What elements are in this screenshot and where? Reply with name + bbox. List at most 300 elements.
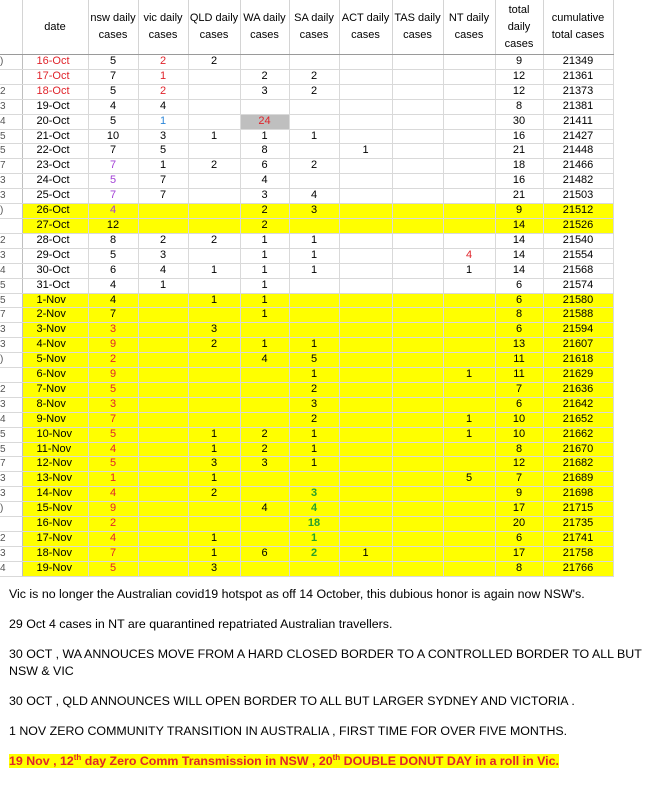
cell-nt[interactable]	[443, 561, 495, 576]
cell-date[interactable]: 22-Oct	[22, 144, 88, 159]
cell-date[interactable]: 29-Oct	[22, 248, 88, 263]
cell-wa[interactable]: 4	[240, 502, 289, 517]
cell-qld[interactable]: 1	[188, 472, 240, 487]
cell-nsw[interactable]: 2	[88, 353, 138, 368]
cell-nsw[interactable]: 2	[88, 517, 138, 532]
cell-tas[interactable]	[392, 204, 443, 219]
cell-wa[interactable]	[240, 382, 289, 397]
cell-act[interactable]: 1	[339, 144, 392, 159]
cell-wa[interactable]	[240, 323, 289, 338]
cell-wa[interactable]: 2	[240, 204, 289, 219]
cell-nt[interactable]	[443, 129, 495, 144]
cell-tas[interactable]	[392, 338, 443, 353]
cell-vic[interactable]	[138, 323, 188, 338]
cell-wa[interactable]: 2	[240, 69, 289, 84]
cell-date[interactable]: 21-Oct	[22, 129, 88, 144]
cell-total[interactable]: 6	[495, 397, 543, 412]
cell-nt[interactable]	[443, 338, 495, 353]
cell-tas[interactable]	[392, 368, 443, 383]
cell-total[interactable]: 12	[495, 69, 543, 84]
cell-wa[interactable]: 1	[240, 338, 289, 353]
cell-qld[interactable]	[188, 99, 240, 114]
cell-qld[interactable]	[188, 174, 240, 189]
cell-total[interactable]: 21	[495, 144, 543, 159]
cell-date[interactable]: 25-Oct	[22, 189, 88, 204]
cell-nt[interactable]: 4	[443, 248, 495, 263]
cell-total[interactable]: 13	[495, 338, 543, 353]
cell-tas[interactable]	[392, 472, 443, 487]
cell-qld[interactable]: 2	[188, 338, 240, 353]
cell-vic[interactable]: 5	[138, 144, 188, 159]
cell-wa[interactable]: 4	[240, 174, 289, 189]
cell-sa[interactable]	[289, 114, 339, 129]
cell-wa[interactable]: 1	[240, 233, 289, 248]
cell-total[interactable]: 10	[495, 427, 543, 442]
cell-tas[interactable]	[392, 427, 443, 442]
cell-vic[interactable]	[138, 293, 188, 308]
cell-wa[interactable]	[240, 487, 289, 502]
cell-sa[interactable]: 1	[289, 129, 339, 144]
cell-nsw[interactable]: 9	[88, 368, 138, 383]
cell-nsw[interactable]: 5	[88, 55, 138, 70]
cell-nt[interactable]	[443, 353, 495, 368]
cell-tas[interactable]	[392, 69, 443, 84]
row-number-stub[interactable]: )	[0, 55, 22, 70]
cell-act[interactable]	[339, 263, 392, 278]
row-number-stub[interactable]: 7	[0, 457, 22, 472]
cell-cum[interactable]: 21652	[543, 412, 613, 427]
row-number-stub[interactable]: 3	[0, 487, 22, 502]
cell-sa[interactable]	[289, 278, 339, 293]
cell-vic[interactable]: 1	[138, 69, 188, 84]
cell-nsw[interactable]: 4	[88, 442, 138, 457]
cell-act[interactable]	[339, 308, 392, 323]
cell-nsw[interactable]: 7	[88, 412, 138, 427]
cell-nt[interactable]: 1	[443, 427, 495, 442]
cell-cum[interactable]: 21594	[543, 323, 613, 338]
cell-nsw[interactable]: 4	[88, 204, 138, 219]
cell-nt[interactable]	[443, 502, 495, 517]
row-number-stub[interactable]: )	[0, 204, 22, 219]
cell-act[interactable]	[339, 412, 392, 427]
cell-total[interactable]: 12	[495, 457, 543, 472]
cell-vic[interactable]	[138, 561, 188, 576]
cell-nt[interactable]: 1	[443, 263, 495, 278]
row-number-stub[interactable]: 2	[0, 382, 22, 397]
cell-sa[interactable]: 1	[289, 427, 339, 442]
row-number-stub[interactable]: 5	[0, 293, 22, 308]
cell-sa[interactable]: 1	[289, 248, 339, 263]
cell-wa[interactable]: 1	[240, 278, 289, 293]
cell-vic[interactable]: 4	[138, 99, 188, 114]
cell-sa[interactable]	[289, 174, 339, 189]
row-number-stub[interactable]	[0, 218, 22, 233]
cell-nsw[interactable]: 8	[88, 233, 138, 248]
cell-nsw[interactable]: 5	[88, 382, 138, 397]
row-number-stub[interactable]	[0, 69, 22, 84]
cell-act[interactable]	[339, 442, 392, 457]
cell-sa[interactable]	[289, 55, 339, 70]
cell-cum[interactable]: 21636	[543, 382, 613, 397]
cell-cum[interactable]: 21580	[543, 293, 613, 308]
cell-cum[interactable]: 21448	[543, 144, 613, 159]
cell-date[interactable]: 1-Nov	[22, 293, 88, 308]
cell-total[interactable]: 9	[495, 204, 543, 219]
cell-wa[interactable]	[240, 412, 289, 427]
cell-wa[interactable]	[240, 517, 289, 532]
cell-qld[interactable]	[188, 517, 240, 532]
cell-tas[interactable]	[392, 278, 443, 293]
cell-qld[interactable]: 2	[188, 233, 240, 248]
cell-vic[interactable]	[138, 308, 188, 323]
cell-sa[interactable]	[289, 144, 339, 159]
col-header-nt[interactable]: NT daily cases	[443, 0, 495, 55]
cell-vic[interactable]: 2	[138, 55, 188, 70]
cell-total[interactable]: 11	[495, 368, 543, 383]
cell-nt[interactable]	[443, 159, 495, 174]
cell-total[interactable]: 16	[495, 174, 543, 189]
cell-sa[interactable]: 3	[289, 397, 339, 412]
col-header-sa[interactable]: SA daily cases	[289, 0, 339, 55]
col-header-cumulative[interactable]: cumulative total cases	[543, 0, 613, 55]
cell-nt[interactable]	[443, 323, 495, 338]
cell-act[interactable]	[339, 353, 392, 368]
cell-tas[interactable]	[392, 293, 443, 308]
cell-wa[interactable]: 1	[240, 308, 289, 323]
cell-nsw[interactable]: 5	[88, 114, 138, 129]
cell-cum[interactable]: 21540	[543, 233, 613, 248]
cell-vic[interactable]: 1	[138, 159, 188, 174]
row-number-stub[interactable]: 2	[0, 84, 22, 99]
cell-vic[interactable]: 2	[138, 233, 188, 248]
cell-sa[interactable]: 2	[289, 382, 339, 397]
cell-tas[interactable]	[392, 561, 443, 576]
cell-act[interactable]	[339, 487, 392, 502]
cell-nsw[interactable]: 5	[88, 84, 138, 99]
row-number-stub[interactable]: 3	[0, 323, 22, 338]
cell-qld[interactable]	[188, 84, 240, 99]
cell-act[interactable]	[339, 368, 392, 383]
row-number-stub[interactable]: 3	[0, 174, 22, 189]
cell-tas[interactable]	[392, 412, 443, 427]
cell-cum[interactable]: 21482	[543, 174, 613, 189]
cell-vic[interactable]: 1	[138, 278, 188, 293]
row-number-stub[interactable]: 4	[0, 263, 22, 278]
row-number-stub[interactable]: 4	[0, 412, 22, 427]
cell-qld[interactable]	[188, 144, 240, 159]
cell-act[interactable]	[339, 69, 392, 84]
row-number-stub[interactable]: 3	[0, 99, 22, 114]
cell-nsw[interactable]: 5	[88, 457, 138, 472]
cell-wa[interactable]	[240, 472, 289, 487]
row-number-stub[interactable]: 3	[0, 248, 22, 263]
cell-nsw[interactable]: 3	[88, 397, 138, 412]
cell-nsw[interactable]: 1	[88, 472, 138, 487]
cell-total[interactable]: 6	[495, 532, 543, 547]
cell-act[interactable]	[339, 248, 392, 263]
cell-act[interactable]	[339, 517, 392, 532]
cell-nsw[interactable]: 7	[88, 159, 138, 174]
cell-nt[interactable]	[443, 546, 495, 561]
cell-nt[interactable]	[443, 397, 495, 412]
cell-nsw[interactable]: 9	[88, 338, 138, 353]
cell-sa[interactable]: 3	[289, 487, 339, 502]
cell-tas[interactable]	[392, 353, 443, 368]
cell-wa[interactable]: 2	[240, 427, 289, 442]
cell-qld[interactable]	[188, 204, 240, 219]
cell-qld[interactable]	[188, 278, 240, 293]
cell-qld[interactable]: 1	[188, 129, 240, 144]
cell-act[interactable]	[339, 159, 392, 174]
cell-vic[interactable]	[138, 427, 188, 442]
cell-sa[interactable]	[289, 472, 339, 487]
cell-nsw[interactable]: 4	[88, 532, 138, 547]
cell-nsw[interactable]: 4	[88, 293, 138, 308]
cell-act[interactable]	[339, 397, 392, 412]
cell-nt[interactable]	[443, 382, 495, 397]
cell-act[interactable]	[339, 218, 392, 233]
cell-date[interactable]: 13-Nov	[22, 472, 88, 487]
row-number-stub[interactable]: 5	[0, 129, 22, 144]
row-number-stub[interactable]: 4	[0, 114, 22, 129]
cell-date[interactable]: 7-Nov	[22, 382, 88, 397]
cell-date[interactable]: 17-Nov	[22, 532, 88, 547]
cell-cum[interactable]: 21698	[543, 487, 613, 502]
row-number-stub[interactable]: 3	[0, 397, 22, 412]
cell-sa[interactable]: 1	[289, 368, 339, 383]
cell-nsw[interactable]: 4	[88, 487, 138, 502]
cell-nsw[interactable]: 7	[88, 546, 138, 561]
row-number-stub[interactable]: )	[0, 353, 22, 368]
cell-sa[interactable]: 1	[289, 532, 339, 547]
cell-act[interactable]	[339, 382, 392, 397]
row-number-stub[interactable]: 4	[0, 561, 22, 576]
cell-nt[interactable]	[443, 457, 495, 472]
cell-date[interactable]: 11-Nov	[22, 442, 88, 457]
cell-cum[interactable]: 21670	[543, 442, 613, 457]
cell-act[interactable]	[339, 502, 392, 517]
cell-sa[interactable]: 2	[289, 69, 339, 84]
cell-vic[interactable]: 3	[138, 248, 188, 263]
cell-cum[interactable]: 21758	[543, 546, 613, 561]
cell-cum[interactable]: 21607	[543, 338, 613, 353]
cell-total[interactable]: 12	[495, 84, 543, 99]
row-number-stub[interactable]	[0, 368, 22, 383]
col-header-date[interactable]: date	[22, 0, 88, 55]
cell-vic[interactable]: 1	[138, 114, 188, 129]
cell-wa[interactable]: 2	[240, 442, 289, 457]
cell-tas[interactable]	[392, 248, 443, 263]
cell-tas[interactable]	[392, 442, 443, 457]
cell-cum[interactable]: 21662	[543, 427, 613, 442]
cell-tas[interactable]	[392, 159, 443, 174]
cell-act[interactable]	[339, 457, 392, 472]
cell-nsw[interactable]: 5	[88, 427, 138, 442]
cell-sa[interactable]: 1	[289, 457, 339, 472]
cell-nsw[interactable]: 5	[88, 248, 138, 263]
cell-wa[interactable]	[240, 99, 289, 114]
cell-nt[interactable]: 1	[443, 412, 495, 427]
cell-nsw[interactable]: 3	[88, 323, 138, 338]
cell-wa[interactable]	[240, 55, 289, 70]
cell-act[interactable]	[339, 561, 392, 576]
cell-tas[interactable]	[392, 487, 443, 502]
cell-act[interactable]	[339, 338, 392, 353]
cell-nt[interactable]	[443, 69, 495, 84]
cell-total[interactable]: 14	[495, 233, 543, 248]
cell-cum[interactable]: 21427	[543, 129, 613, 144]
cell-nsw[interactable]: 7	[88, 69, 138, 84]
cell-cum[interactable]: 21618	[543, 353, 613, 368]
cell-wa[interactable]: 3	[240, 189, 289, 204]
cell-cum[interactable]: 21503	[543, 189, 613, 204]
cell-total[interactable]: 16	[495, 129, 543, 144]
cell-vic[interactable]	[138, 353, 188, 368]
cell-nt[interactable]	[443, 99, 495, 114]
cell-nt[interactable]: 5	[443, 472, 495, 487]
cell-tas[interactable]	[392, 189, 443, 204]
cell-tas[interactable]	[392, 263, 443, 278]
cell-vic[interactable]: 4	[138, 263, 188, 278]
cell-qld[interactable]	[188, 308, 240, 323]
cell-date[interactable]: 3-Nov	[22, 323, 88, 338]
cell-tas[interactable]	[392, 84, 443, 99]
cell-cum[interactable]: 21466	[543, 159, 613, 174]
cell-act[interactable]	[339, 204, 392, 219]
cell-nsw[interactable]: 4	[88, 278, 138, 293]
cell-cum[interactable]: 21361	[543, 69, 613, 84]
col-header-qld[interactable]: QLD daily cases	[188, 0, 240, 55]
cell-sa[interactable]: 2	[289, 546, 339, 561]
cell-tas[interactable]	[392, 144, 443, 159]
col-header-total[interactable]: total daily cases	[495, 0, 543, 55]
cell-qld[interactable]	[188, 397, 240, 412]
cell-sa[interactable]: 2	[289, 412, 339, 427]
cell-total[interactable]: 8	[495, 442, 543, 457]
cell-date[interactable]: 19-Nov	[22, 561, 88, 576]
cell-nsw[interactable]: 12	[88, 218, 138, 233]
cell-date[interactable]: 2-Nov	[22, 308, 88, 323]
cell-qld[interactable]: 1	[188, 546, 240, 561]
cell-tas[interactable]	[392, 308, 443, 323]
cell-wa[interactable]: 1	[240, 263, 289, 278]
cell-sa[interactable]	[289, 293, 339, 308]
cell-wa[interactable]: 3	[240, 84, 289, 99]
cell-vic[interactable]	[138, 338, 188, 353]
cell-nt[interactable]	[443, 517, 495, 532]
cell-qld[interactable]	[188, 248, 240, 263]
cell-cum[interactable]: 21373	[543, 84, 613, 99]
cell-nsw[interactable]: 10	[88, 129, 138, 144]
cell-nsw[interactable]: 6	[88, 263, 138, 278]
cell-wa[interactable]: 1	[240, 248, 289, 263]
cell-date[interactable]: 6-Nov	[22, 368, 88, 383]
cell-total[interactable]: 14	[495, 263, 543, 278]
cell-qld[interactable]	[188, 353, 240, 368]
cell-cum[interactable]: 21766	[543, 561, 613, 576]
cell-cum[interactable]: 21629	[543, 368, 613, 383]
cell-act[interactable]	[339, 323, 392, 338]
cell-date[interactable]: 26-Oct	[22, 204, 88, 219]
cell-vic[interactable]	[138, 442, 188, 457]
row-number-stub[interactable]: )	[0, 502, 22, 517]
cell-date[interactable]: 23-Oct	[22, 159, 88, 174]
cell-act[interactable]: 1	[339, 546, 392, 561]
row-number-stub[interactable]: 3	[0, 338, 22, 353]
cell-sa[interactable]: 2	[289, 84, 339, 99]
cell-act[interactable]	[339, 174, 392, 189]
cell-act[interactable]	[339, 84, 392, 99]
cell-tas[interactable]	[392, 382, 443, 397]
cell-total[interactable]: 14	[495, 218, 543, 233]
cell-vic[interactable]	[138, 487, 188, 502]
cell-qld[interactable]	[188, 69, 240, 84]
cell-qld[interactable]: 3	[188, 457, 240, 472]
row-number-stub[interactable]: 3	[0, 189, 22, 204]
cell-total[interactable]: 21	[495, 189, 543, 204]
cell-sa[interactable]: 1	[289, 263, 339, 278]
cell-qld[interactable]	[188, 218, 240, 233]
cell-nt[interactable]	[443, 174, 495, 189]
col-header-vic[interactable]: vic daily cases	[138, 0, 188, 55]
cell-nt[interactable]	[443, 233, 495, 248]
cell-vic[interactable]	[138, 382, 188, 397]
cell-tas[interactable]	[392, 99, 443, 114]
cell-sa[interactable]: 1	[289, 338, 339, 353]
cell-date[interactable]: 5-Nov	[22, 353, 88, 368]
cell-vic[interactable]	[138, 472, 188, 487]
cell-date[interactable]: 10-Nov	[22, 427, 88, 442]
cell-nsw[interactable]: 7	[88, 189, 138, 204]
cell-vic[interactable]	[138, 457, 188, 472]
cell-nt[interactable]	[443, 55, 495, 70]
cell-date[interactable]: 16-Nov	[22, 517, 88, 532]
cell-qld[interactable]: 3	[188, 323, 240, 338]
cell-wa[interactable]: 4	[240, 353, 289, 368]
cell-total[interactable]: 17	[495, 546, 543, 561]
cell-wa[interactable]: 8	[240, 144, 289, 159]
cell-date[interactable]: 8-Nov	[22, 397, 88, 412]
cell-wa[interactable]	[240, 368, 289, 383]
cell-date[interactable]: 9-Nov	[22, 412, 88, 427]
cell-nt[interactable]	[443, 293, 495, 308]
cell-nsw[interactable]: 5	[88, 174, 138, 189]
cell-act[interactable]	[339, 427, 392, 442]
cell-act[interactable]	[339, 293, 392, 308]
row-number-stub[interactable]: 5	[0, 427, 22, 442]
cell-date[interactable]: 14-Nov	[22, 487, 88, 502]
cell-qld[interactable]	[188, 114, 240, 129]
cell-date[interactable]: 20-Oct	[22, 114, 88, 129]
cell-total[interactable]: 8	[495, 561, 543, 576]
cell-tas[interactable]	[392, 397, 443, 412]
cell-qld[interactable]: 3	[188, 561, 240, 576]
cell-total[interactable]: 14	[495, 248, 543, 263]
cell-sa[interactable]: 5	[289, 353, 339, 368]
cell-total[interactable]: 17	[495, 502, 543, 517]
cell-date[interactable]: 12-Nov	[22, 457, 88, 472]
row-number-stub[interactable]: 3	[0, 472, 22, 487]
cell-vic[interactable]: 7	[138, 174, 188, 189]
cell-date[interactable]: 15-Nov	[22, 502, 88, 517]
cell-qld[interactable]: 2	[188, 487, 240, 502]
row-number-stub[interactable]	[0, 517, 22, 532]
cell-nt[interactable]: 1	[443, 368, 495, 383]
cell-nt[interactable]	[443, 144, 495, 159]
cell-date[interactable]: 18-Oct	[22, 84, 88, 99]
cell-wa[interactable]: 6	[240, 546, 289, 561]
cell-act[interactable]	[339, 278, 392, 293]
